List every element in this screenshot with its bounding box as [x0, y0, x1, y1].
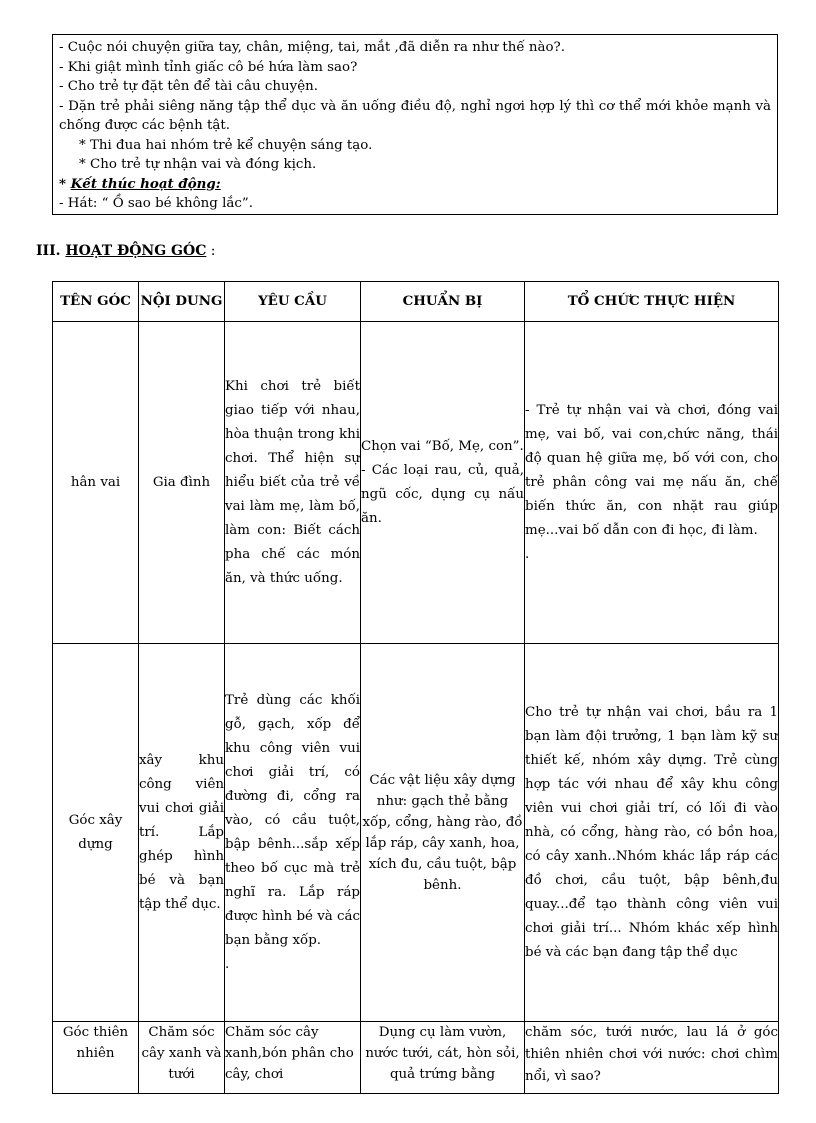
cell-corner: Góc thiên nhiên: [53, 1022, 139, 1094]
cell-corner: Góc xây dựng: [53, 644, 139, 1022]
activity-line: * Cho trẻ tự nhận vai và đóng kịch.: [79, 157, 317, 172]
cell-requirement: Khi chơi trẻ biết giao tiếp với nhau, hòa thuận trong khi chơi. Thể hiện sự hiểu biết của trẻ về vai làm mẹ, làm bố, làm con: Biết cách pha chế các món ăn, và thức uống.: [225, 322, 361, 644]
cell-content: Chăm sóc cây xanh và tưới: [139, 1022, 225, 1094]
activity-line: * Thi đua hai nhóm trẻ kể chuyện sáng tạo.: [79, 137, 373, 153]
end-activity-bullet: *: [59, 175, 71, 192]
cell-preparation: Chọn vai “Bố, Mẹ, con”. - Các loại rau, củ, quả, ngũ cốc, dụng cụ nấu ăn.: [361, 322, 525, 644]
section-number: III.: [36, 243, 61, 259]
advice-paragraph: - Dặn trẻ phải siêng năng tập thể dục và ăn uống điều độ, nghỉ ngơi hợp lý thì cơ thể mới khỏe mạnh và chống được các bệnh tật.: [59, 98, 771, 133]
table-row: [53, 322, 779, 644]
end-activity-heading: [59, 175, 771, 195]
question-line: - Khi giật mình tỉnh giấc cô bé hứa làm sao?: [59, 59, 358, 75]
cell-organization: - Trẻ tự nhận vai và chơi, đóng vai mẹ, vai bố, vai con,chức năng, thái độ quan hệ giữa mẹ, bố với con, cho trẻ phân công vai mẹ nấu ăn, chế biến thức ăn, con nhặt rau giúp mẹ...vai bố dẫn con đi học, đi làm. .: [525, 322, 779, 644]
cell-organization: chăm sóc, tưới nước, lau lá ở góc thiên nhiên chơi với nước: chơi chìm nổi, vì sao?: [525, 1022, 779, 1094]
header-preparation: CHUẨN BỊ: [361, 282, 525, 322]
corner-activities-table: [52, 281, 779, 1094]
activity-summary-box: [52, 34, 778, 215]
header-organization: TỔ CHỨC THỰC HIỆN: [525, 282, 779, 322]
instruction-line: - Cho trẻ tự đặt tên để tài câu chuyện.: [59, 79, 319, 94]
cell-requirement: Chăm sóc cây xanh,bón phân cho cây, chơi: [225, 1022, 361, 1094]
cell-content: Gia đình: [139, 322, 225, 644]
question-line: - Cuộc nói chuyện giữa tay, chân, miệng, tai, mắt ,đã diễn ra như thế nào?.: [59, 40, 565, 55]
header-corner: TÊN GÓC: [53, 282, 139, 322]
table-row: [53, 1022, 779, 1094]
header-requirement: YÊU CẦU: [225, 282, 361, 322]
cell-requirement: Trẻ dùng các khối gỗ, gạch, xốp để khu công viên vui chơi giải trí, có đường đi, cổng ra vào, có cầu tuột, bập bênh...sắp xếp theo bố cục mà trẻ nghĩ ra. Lắp ráp được hình bé và các bạn bằng xốp. .: [225, 644, 361, 1022]
cell-preparation: Các vật liệu xây dựng như: gạch thẻ bằng xốp, cổng, hàng rào, đồ lắp ráp, cây xanh, hoa, xích đu, cầu tuột, bập bênh.: [361, 644, 525, 1022]
cell-corner: hân vai: [53, 322, 139, 644]
header-content: NỘI DUNG: [139, 282, 225, 322]
section-heading: [36, 243, 216, 259]
table-row: [53, 644, 779, 1022]
song-line: - Hát: “ Ồ sao bé không lắc”.: [59, 196, 253, 211]
cell-organization: Cho trẻ tự nhận vai chơi, bầu ra 1 bạn làm đội trưởng, 1 bạn làm kỹ sư thiết kế, nhóm xây dựng. Trẻ cùng hợp tác với nhau để xây khu công viên vui chơi giải trí, có lối đi vào nhà, có cổng, hàng rào, có bồn hoa, có cây xanh..Nhóm khác lắp ráp các đồ chơi, cầu tuột, bập bênh,đu quay...để tạo thành công viên vui chơi giải trí... Nhóm khác xếp hình bé và các bạn đang tập thể dục: [525, 644, 779, 1022]
cell-preparation: Dụng cụ làm vườn, nước tưới, cát, hòn sỏi, quả trứng bằng: [361, 1022, 525, 1094]
end-activity-title: Kết thúc hoạt động:: [70, 175, 221, 192]
cell-content: xây khu công viên vui chơi giải trí. Lắp ghép hình bé và bạn tập thể dục.: [139, 644, 225, 1022]
table-header-row: [53, 282, 779, 322]
section-title: HOẠT ĐỘNG GÓC: [65, 243, 207, 259]
section-colon: :: [206, 243, 216, 259]
